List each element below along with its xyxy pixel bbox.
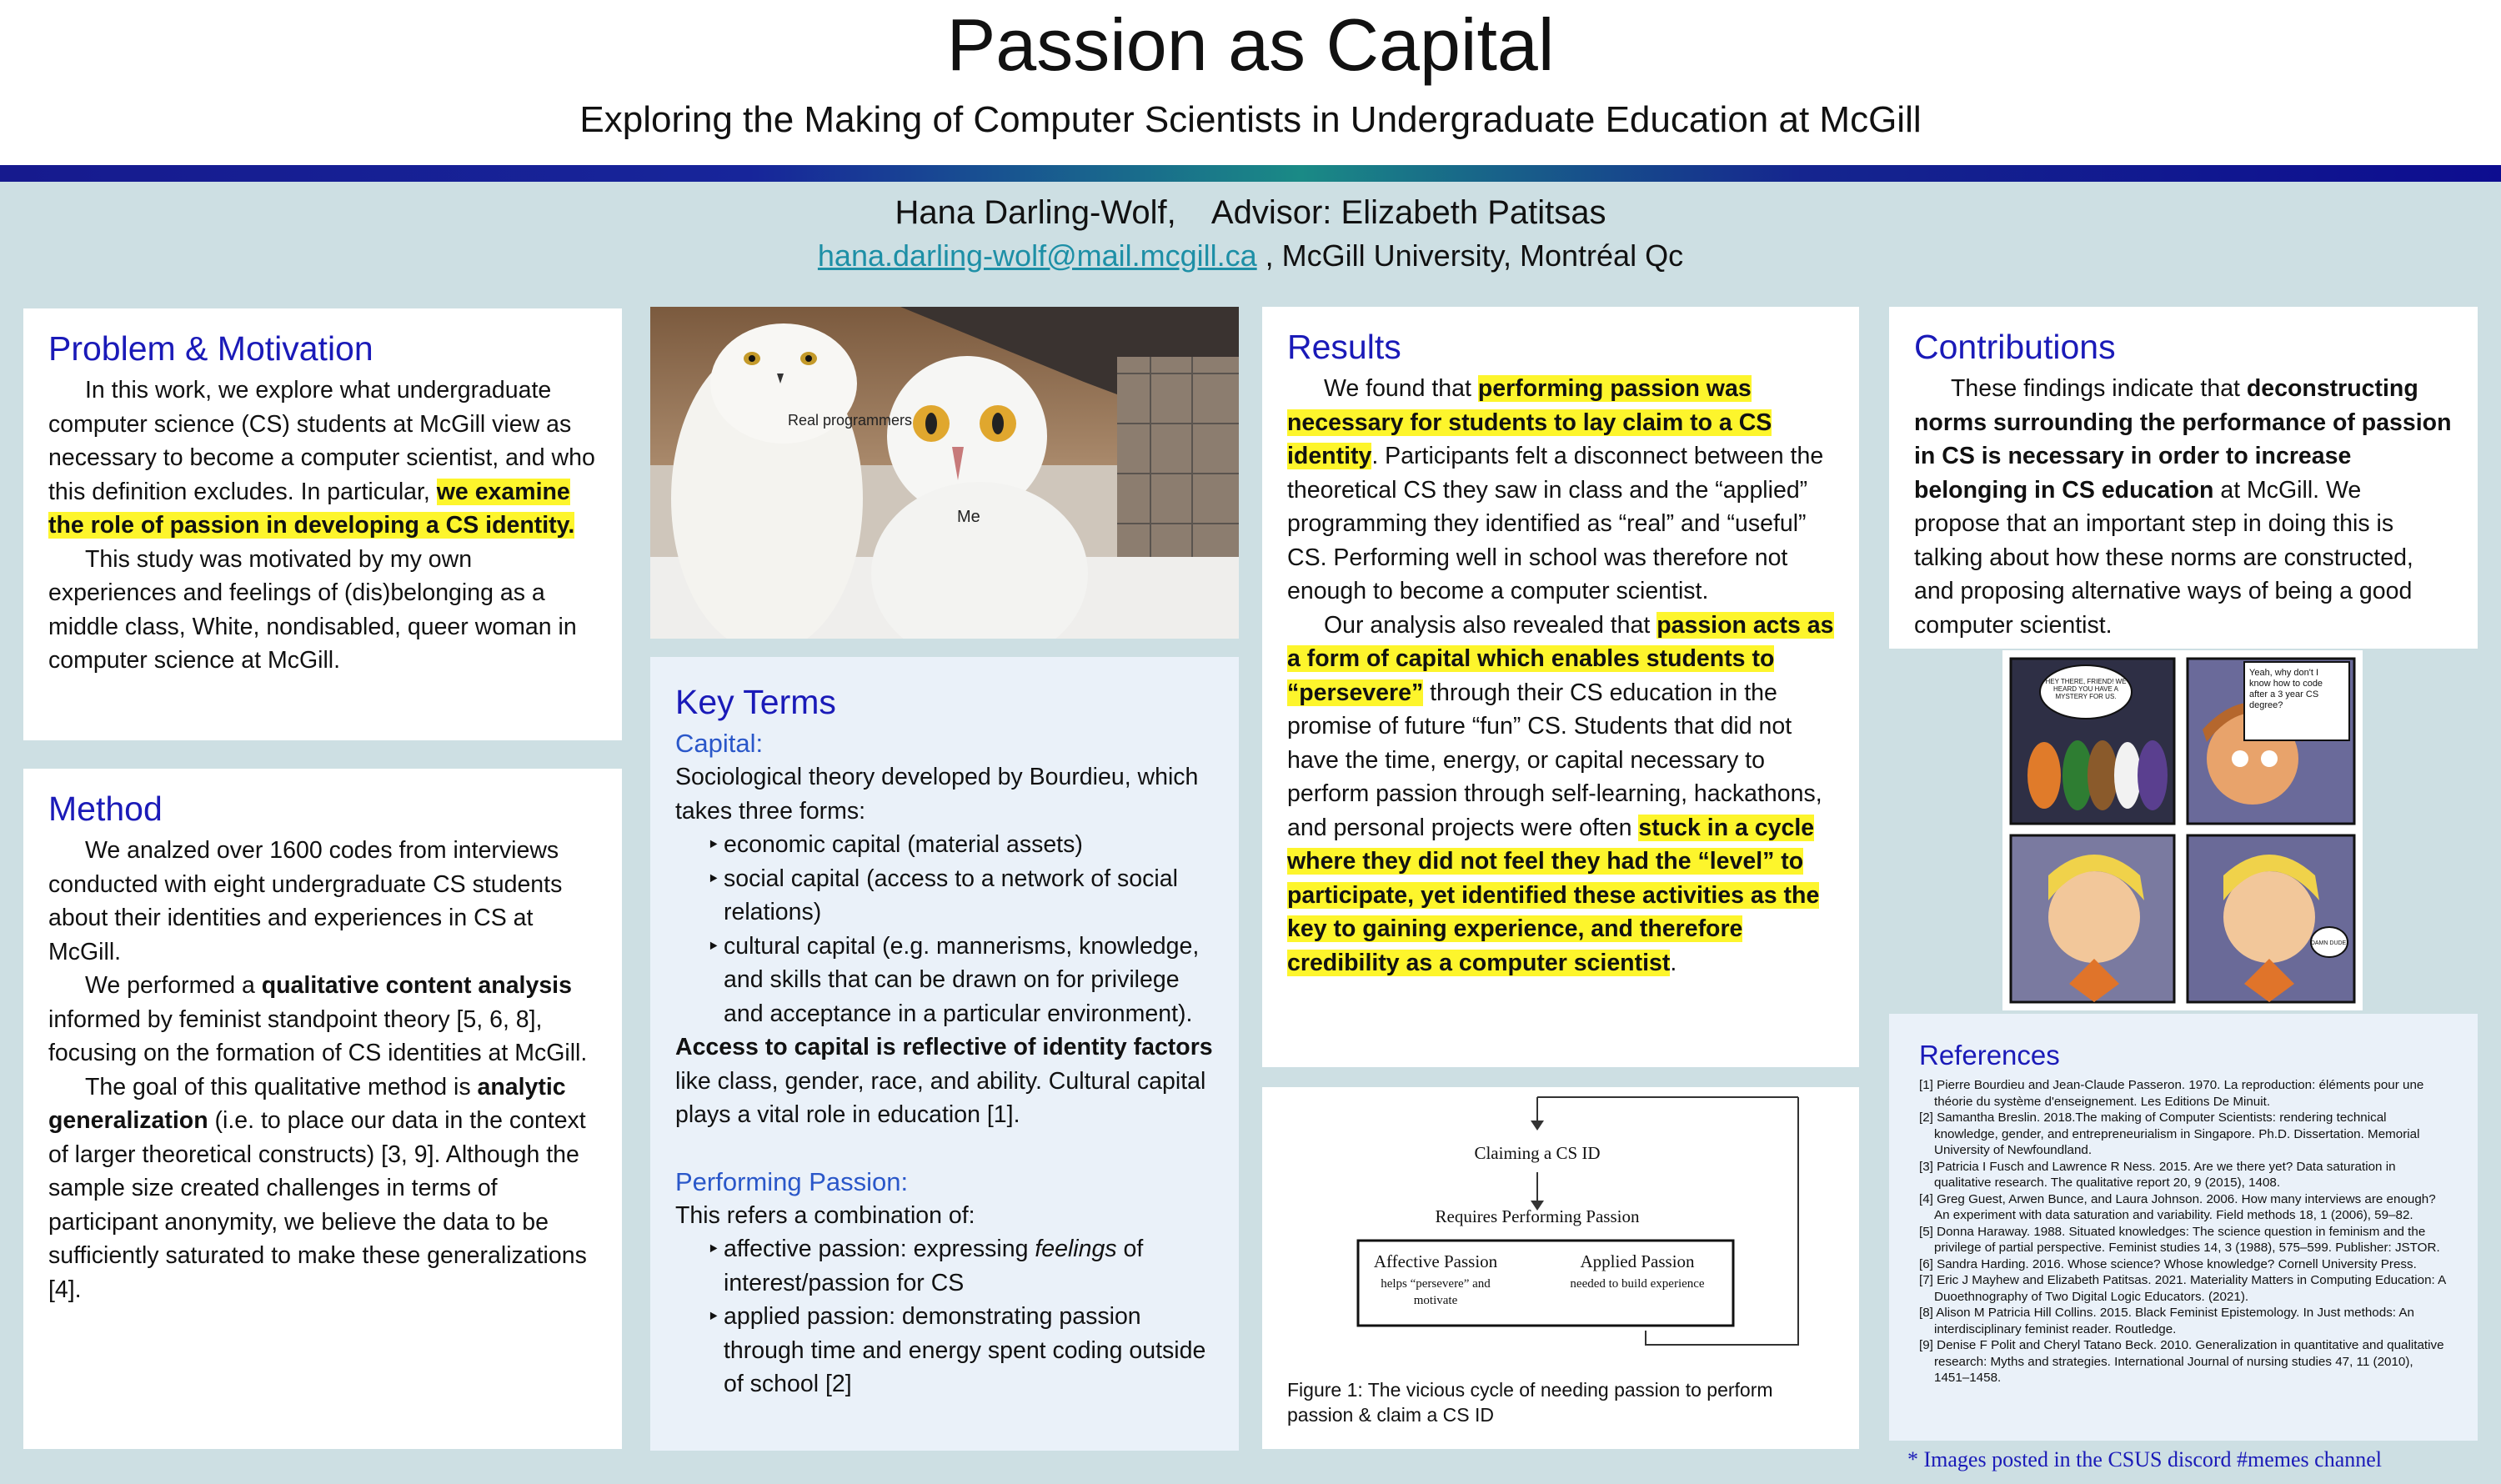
owl-snowman-illustration — [650, 307, 1239, 639]
references-panel — [1889, 1014, 2478, 1441]
results-highlight: passion acts as a form of capital which enables students to “persevere” — [1287, 611, 1834, 706]
problem-paragraph-1 — [48, 374, 597, 543]
method-bold: analytic generalization — [48, 1073, 566, 1134]
problem-motivation-panel — [23, 308, 622, 740]
passion-item-text: of interest/passion for CS — [724, 1236, 1144, 1296]
results-panel — [1262, 307, 1859, 1067]
comic-illustration — [2002, 650, 2363, 1010]
contributions-paragraph — [1914, 372, 2453, 642]
requires-passion-node: Requires Performing Passion — [1435, 1206, 1640, 1226]
reference-item: [1] Pierre Bourdieu and Jean-Claude Passeron. 1970. La reproduction: éléments pour une théorie du système d'enseignement. Les Editions De Minuit. — [1919, 1078, 2424, 1109]
photo-label-me: Me — [957, 508, 980, 526]
contributions-title: Contributions — [1914, 328, 2116, 366]
key-terms-title: Key Terms — [675, 683, 836, 721]
affective-passion-sub: motivate — [1413, 1294, 1458, 1307]
access-capital-text — [675, 1030, 1214, 1132]
passion-intro: This refers a combination of: — [675, 1201, 975, 1229]
poster-title: Passion as Capital — [946, 3, 1555, 86]
applied-passion-label: Applied Passion — [1580, 1251, 1695, 1271]
passion-item-text: affective passion: expressing — [724, 1236, 1035, 1262]
references-title: References — [1919, 1040, 2060, 1070]
comic-bubble-3: DAMN DUDE. — [2310, 940, 2348, 946]
comic-bubble-2: Yeah, why don't I know how to code after a 3 year CS degree? — [2249, 668, 2323, 710]
reference-item: [4] Greg Guest, Arwen Bunce, and Laura Johnson. 2006. How many interviews are enough? An experiment with data saturation and variability. Field methods 18, 1 (2006), 59–82. — [1919, 1191, 2436, 1222]
reference-item: [7] Eric J Mayhew and Elizabeth Patitsas. 2021. Materiality Matters in Computing Education: A Duoethnography of Two Digital Logic Educators. (2021). — [1919, 1273, 2446, 1304]
passion-item-italic: feelings — [1035, 1236, 1117, 1262]
affiliation-line — [0, 235, 2501, 277]
figure-caption: Figure 1: The vicious cycle of needing passion to perform passion & claim a CS ID — [1287, 1379, 1773, 1426]
key-terms-panel — [650, 657, 1239, 1451]
performing-passion-subtitle: Performing Passion: — [675, 1166, 909, 1196]
reference-item: [8] Alison M Patricia Hill Collins. 2015. Black Feminist Epistemology. In Just methods: An interdisciplinary feminist reader. Routledge. — [1919, 1306, 2414, 1336]
contributions-text: at McGill. We propose that an important step in doing this is talking about how these norms are constructed, and proposing alternative ways of being a good computer scientist. — [1914, 476, 2413, 639]
owl-snowman-photo — [650, 307, 1239, 639]
results-text: Our analysis also revealed that — [1324, 611, 1657, 639]
cycle-return-line — [1646, 1097, 1798, 1345]
contributions-text: These findings indicate that — [1951, 375, 2247, 402]
email-link[interactable]: hana.darling-wolf@mail.mcgill.ca — [817, 238, 1257, 273]
poster-header — [0, 0, 2501, 165]
capital-item: ‣ economic capital (material assets) — [707, 828, 1214, 862]
photo-label-owl: Real programmers — [788, 412, 913, 429]
capital-item: ‣ cultural capital (e.g. mannerisms, knowledge, and skills that can be drawn on for privilege and acceptance in a particular environment). — [707, 930, 1214, 1031]
results-text: through their CS education in the promise of future “fun” CS. Students that did not have the time, energy, or capital necessary to perform passion through self-learning, hackathons, and personal projects were often — [1287, 679, 1822, 841]
method-text: We performed a — [85, 972, 262, 999]
results-paragraph-1 — [1287, 372, 1834, 609]
reference-item: [6] Sandra Harding. 2016. Whose science? Whose knowledge? Cornell University Press. — [1919, 1256, 2417, 1271]
capital-item: ‣ social capital (access to a network of social relations) — [707, 862, 1214, 930]
contributions-panel — [1889, 307, 2478, 649]
method-text: informed by feminist standpoint theory [5, 6, 8], focusing on the formation of CS identities at McGill. — [48, 1005, 588, 1066]
affiliation-text: , McGill University, Montréal Qc — [1256, 238, 1684, 273]
access-bold: Access to capital is reflective of identity factors — [675, 1034, 1213, 1060]
capital-intro: Sociological theory developed by Bourdieu, which takes three forms: — [675, 764, 1199, 825]
method-text: (i.e. to place our data in the context of larger theoretical constructs) [3, 9]. Although the sample size created challenges in terms of participant anonymity, we believe the data to be sufficiently saturated to make these generalizations [4]. — [48, 1107, 587, 1303]
passion-item — [707, 1232, 1214, 1300]
affective-passion-label: Affective Passion — [1373, 1251, 1498, 1271]
passion-item: ‣ applied passion: demonstrating passion through time and energy spent coding outside of school [2] — [707, 1300, 1214, 1401]
author-line: Hana Darling-Wolf, Advisor: Elizabeth Patitsas — [895, 194, 1606, 231]
method-bold: qualitative content analysis — [261, 972, 572, 999]
capital-subtitle: Capital: — [675, 729, 764, 758]
header-gradient-band — [0, 165, 2501, 182]
method-title: Method — [48, 790, 163, 828]
results-highlight: performing passion was necessary for students to lay claim to a CS identity — [1287, 375, 1772, 469]
problem-paragraph-2: This study was motivated by my own experiences and feelings of (dis)belonging as a middle class, White, nondisabled, queer woman in computer science at McGill. — [48, 545, 577, 674]
affective-passion-sub: helps “persevere” and — [1381, 1277, 1491, 1291]
reference-item: [5] Donna Haraway. 1988. Situated knowledges: The science question in feminism and the privilege of partial perspective. Feminist studies 14, 3 (1988), 575–599. Publisher: JSTOR. — [1919, 1224, 2440, 1255]
method-panel — [23, 769, 622, 1449]
results-highlight: stuck in a cycle where they did not feel they had the “level” to participate, yet identified these activities as the key to gaining experience, and therefore credibility as a computer scientist — [1287, 814, 1820, 976]
access-rest: like class, gender, race, and ability. Cultural capital plays a vital role in education [1]. — [675, 1067, 1206, 1128]
results-text: . — [1670, 949, 1677, 976]
images-footnote: * Images posted in the CSUS discord #memes channel — [1907, 1447, 2383, 1471]
method-paragraph-1: We analzed over 1600 codes from interviews conducted with eight undergraduate CS students about their identities and experiences in CS at McGill. — [48, 837, 563, 965]
method-paragraph-3 — [48, 1070, 597, 1307]
results-text: We found that — [1324, 375, 1478, 402]
passion-list — [675, 1232, 1214, 1401]
applied-passion-sub: needed to build experience — [1570, 1277, 1705, 1291]
reference-item: [2] Samantha Breslin. 2018.The making of Computer Scientists: rendering technical knowledge, gender, and entrepreneurialism in Singapore. Ph.D. Dissertation. Memorial University of Newfoundland. — [1919, 1110, 2420, 1157]
poster-subtitle: Exploring the Making of Computer Scientists in Undergraduate Education at McGill — [579, 99, 1922, 140]
results-paragraph-2 — [1287, 609, 1834, 980]
results-title: Results — [1287, 328, 1401, 366]
comic-bubble-1: HEY THERE, FRIEND! WE HEARD YOU HAVE A MYSTERY FOR US. — [2045, 678, 2127, 700]
results-text: . Participants felt a disconnect between the theoretical CS they saw in class and the “applied” programming they identified as “real” and “useful” CS. Performing well in school was therefore not enough to become a computer scientist. — [1287, 443, 1824, 604]
problem-highlight: we examine the role of passion in developing a CS identity. — [48, 478, 575, 539]
contributions-bold: deconstructing norms surrounding the performance of passion in CS is necessary in order to increase belonging in CS education — [1914, 375, 2452, 504]
problem-text: In this work, we explore what undergraduate computer science (CS) students at McGill view as necessary to become a computer scientist, and who this definition excludes. In particular, — [48, 377, 595, 505]
reference-item: [3] Patricia I Fusch and Lawrence R Ness. 2015. Are we there yet? Data saturation in qualitative research. The qualitative report 20, 9 (2015), 1408. — [1919, 1159, 2396, 1190]
method-text: The goal of this qualitative method is — [85, 1073, 478, 1100]
claim-cs-id-node: Claiming a CS ID — [1474, 1143, 1601, 1163]
capital-list — [675, 828, 1214, 1030]
problem-motivation-title: Problem & Motivation — [48, 329, 373, 368]
meme-comic — [2002, 650, 2363, 1010]
method-paragraph-2 — [48, 969, 597, 1070]
reference-item: [9] Denise F Polit and Cheryl Tatano Beck. 2010. Generalization in quantitative and qualitative research: Myths and strategies. International Journal of nursing studies 47, 11 (2010), 1451–1458. — [1919, 1338, 2444, 1385]
